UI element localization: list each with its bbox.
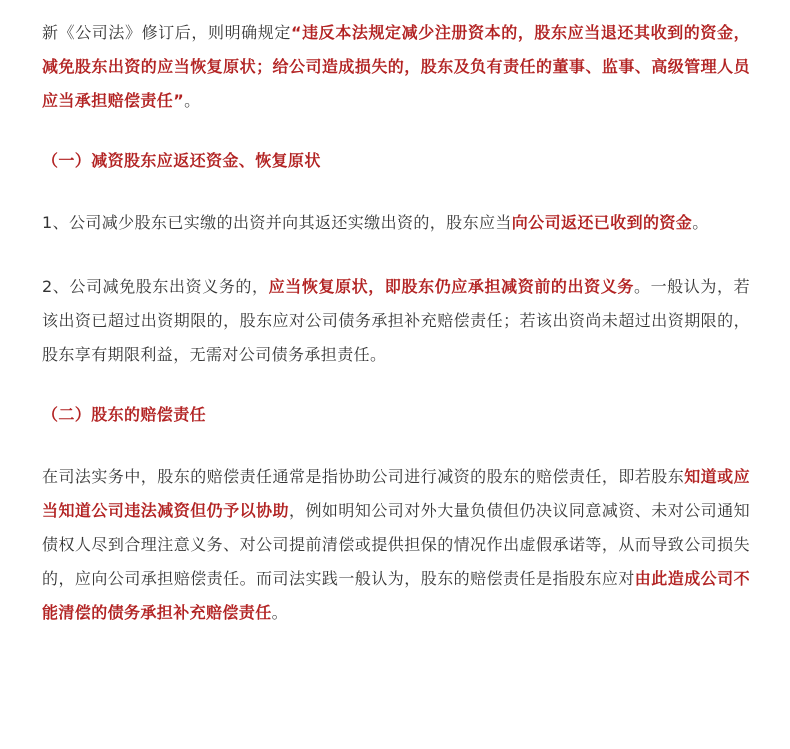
practice-emphasis-1: 知道或应当知道公司违法减资但仍予以协助 xyxy=(42,467,750,520)
practice-emphasis-2: 由此造成公司不能清偿的债务承担补充赔偿责任 xyxy=(42,569,750,622)
section-heading-1: （一）减资股东应返还资金、恢复原状 xyxy=(42,151,321,170)
intro-period: 。 xyxy=(184,91,201,110)
paragraph-item-1 xyxy=(42,206,750,240)
item-2-emphasis: 应当恢复原状，即股东仍应承担减资前的出资义务 xyxy=(268,277,634,296)
intro-text: 新《公司法》修订后，则明确规定 xyxy=(42,23,291,42)
practice-text-1: 在司法实务中，股东的赔偿责任通常是指协助公司进行减资的股东的赔偿责任，即若股东 xyxy=(42,467,685,486)
section-heading-2: （二）股东的赔偿责任 xyxy=(42,405,207,424)
practice-text-2: ，例如明知公司对外大量负债但仍决议同意减资、未对公司通知债权人尽到合理注意义务、对公司提前清偿或提供担保的情况作出虚假承诺等，从而导致公司损失的，应向公司承担赔偿责任。而司法实践一般认为，股东的赔偿责任是指股东应对 xyxy=(42,501,750,588)
paragraph-judicial-practice xyxy=(42,460,750,630)
item-2-text: 2、公司减免股东出资义务的， xyxy=(42,277,269,296)
item-2-rest: 。一般认为，若该出资已超过出资期限的，股东应对公司债务承担补充赔偿责任；若该出资尚未超过出资期限的，股东享有期限利益，无需对公司债务承担责任。 xyxy=(42,277,750,364)
practice-period: 。 xyxy=(271,603,289,622)
item-1-text: 1、公司减少股东已实缴的出资并向其返还实缴出资的，股东应当 xyxy=(42,213,512,232)
intro-quote-emphasis: “违反本法规定减少注册资本的，股东应当退还其收到的资金，减免股东出资的应当恢复原状；给公司造成损失的，股东及负有责任的董事、监事、高级管理人员应当承担赔偿责任” xyxy=(42,23,750,110)
paragraph-intro xyxy=(42,16,750,118)
item-1-period: 。 xyxy=(692,213,709,232)
paragraph-item-2 xyxy=(42,270,750,372)
item-1-emphasis: 向公司返还已收到的资金 xyxy=(511,213,693,232)
